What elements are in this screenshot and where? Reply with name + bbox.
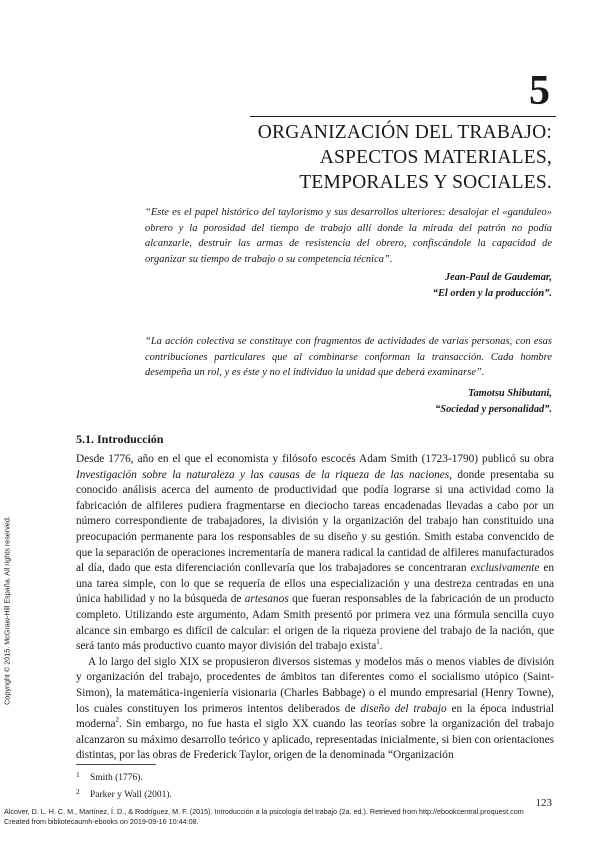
created-line: Created from bibliotecaumh-ebooks on 2019-09-16 10:44:08. bbox=[4, 817, 199, 826]
section-heading: 5.1. Introducción bbox=[76, 432, 164, 446]
page-number: 123 bbox=[535, 797, 552, 809]
epigraph-quote: “La acción colectiva se constituye con fragmentos de actividades de varias personas, con esas contribuciones particulares que al combinarse conforman la transacción. Cada hombre desempeña un rol, y es éste y no el individuo la unidad que deberá examinarse”. bbox=[145, 336, 552, 378]
chapter-rule bbox=[250, 116, 556, 117]
footnote-ref[interactable]: 1 bbox=[376, 638, 380, 647]
chapter-title bbox=[258, 120, 552, 195]
chapter-title-line: ASPECTOS MATERIALES, bbox=[319, 147, 552, 168]
chapter-title-line: TEMPORALES Y SOCIALES. bbox=[299, 172, 552, 193]
paragraph: Desde 1776, año en el que el economista y filósofo escocés Adam Smith (1723-1790) publicó su obra Investigación sobre la naturaleza y las causas de la riqueza de las naciones, donde presentaba su conocido análisis acerca del aumento de productividad que podía lograrse si una actividad como la fabricación de alfileres pudiera fragmentarse en dieciocho tareas encadenadas llevadas a cabo por un número correspondiente de trabajadores, la división y la organización del trabajo han constituido una preocupación permanente para los responsables de su diseño y su gestión. Smith estaba convencido de que la separación de operaciones incrementaría de manera radical la cantidad de alfileres manufacturados al día, dado que esta diferenciación conllevaría que los trabajadores se concentraran exclusivamente en una tarea simple, con lo que se requería de ellos una especialización y una destreza centradas en una única habilidad y no la búsqueda de artesanos que fueran responsables de la fabricación de un producto completo. Utilizando este argumento, Adam Smith presentó por primera vez una fórmula sencilla cuyo alcance sin embargo es difícil de calcular: el origen de la riqueza proviene del trabajo de la nación, que será tanto más productivo cuanto mayor división del trabajo exista$^1$. bbox=[76, 453, 555, 653]
citation-line: Alcover, D. L. H. C. M., Martínez, Í. D., & Rodríguez, M. F. (2015). Introducción a la psicología del trabajo (2a. ed.). Retrieved from http://ebookcentral.proquest.com bbox=[4, 807, 524, 816]
epigraph-attribution bbox=[433, 270, 552, 301]
paragraph: A lo largo del siglo XIX se propusieron diversos sistemas y modelos más o menos viables de división y organización del trabajo, procedentes de ámbitos tan diferentes como el socialismo utópico (Saint-Simon), la matemática-ingeniería visionaria (Charles Babbage) o el mundo empresarial (Henry Towne), los cuales constituyen los primeros intentos deliberados de diseño del trabajo en la época industrial moderna$^2$. Sin embargo, no fue hasta el siglo XX cuando las teorías sobre la organización del trabajo alcanzaron su máximo desarrollo teórico y aplicado, representadas inicialmente, si bien con orientaciones distintas, por las obras de Frederick Taylor, origen de la denominada “Organización bbox=[76, 655, 555, 762]
footnotes bbox=[76, 768, 172, 802]
chapter-number: 5 bbox=[529, 68, 550, 114]
chapter-title-line: ORGANIZACIÓN DEL TRABAJO: bbox=[257, 122, 552, 143]
footnote: 1 Smith (1776). bbox=[76, 770, 143, 783]
copyright-notice: Copyright © 2015. McGraw-Hill España. All rights reserved. bbox=[2, 516, 12, 705]
epigraph-quote: “Este es el papel histórico del taylorismo y sus desarrollos ulteriores: desalojar el «ganduleo» obrero y la porosidad del tiempo de trabajo allí donde la mirada del patrón no podía alcanzarle, destruir las armas de resistencia del obrero, confiscándole la capacidad de organizar su tiempo de trabajo o su competencia técnica”. bbox=[145, 207, 552, 265]
epigraph-author: Tamotsu Shibutani, bbox=[468, 388, 552, 399]
footnote: 2 Parker y Wall (2001). bbox=[76, 787, 172, 800]
epigraph-source: “El orden y la producción”. bbox=[432, 287, 552, 299]
epigraph-source: “Sociedad y personalidad”. bbox=[435, 403, 552, 415]
citation-footer bbox=[4, 807, 524, 827]
body-text bbox=[76, 452, 554, 764]
epigraph-author: Jean-Paul de Gaudemar, bbox=[444, 272, 552, 283]
epigraph-attribution bbox=[435, 386, 552, 417]
footnote-rule bbox=[76, 764, 156, 765]
footnote-ref[interactable]: 2 bbox=[115, 716, 120, 725]
